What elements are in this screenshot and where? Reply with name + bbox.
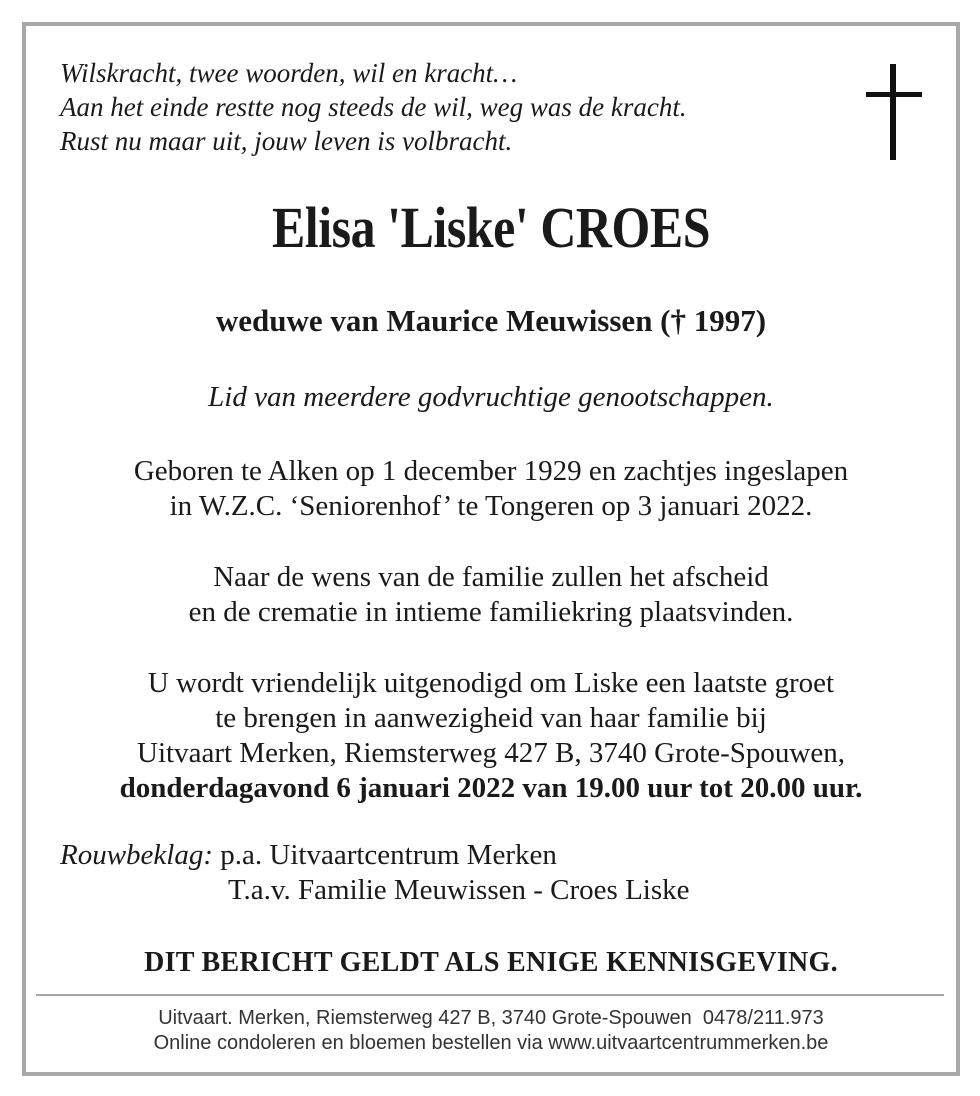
poem-line-3: Rust nu maar uit, jouw leven is volbracht. [60, 126, 513, 156]
farewell-info [26, 560, 956, 630]
invitation-info [26, 666, 956, 806]
invitation-line-1: U wordt vriendelijk uitgenodigd om Liske een laatste groet [147, 667, 835, 699]
poem [60, 56, 840, 158]
footer [26, 1006, 956, 1056]
obituary-card [22, 22, 960, 1076]
footer-line-1: Uitvaart. Merken, Riemsterweg 427 B, 3740 Grote-Spouwen 0478/211.973 [158, 1007, 824, 1029]
widow-line: weduwe van Maurice Meuwissen († 1997) [215, 303, 767, 338]
farewell-line-2: en de crematie in intieme familiekring plaatsvinden. [188, 596, 794, 628]
divider [36, 994, 944, 996]
cross-icon [866, 64, 922, 160]
condolences [60, 838, 920, 908]
birth-info [26, 454, 956, 524]
poem-line-2: Aan het einde restte nog steeds de wil, weg was de kracht. [60, 92, 687, 122]
farewell-line-1: Naar de wens van de familie zullen het afscheid [213, 561, 769, 593]
birth-line-2: in W.Z.C. ‘Seniorenhof’ te Tongeren op 3 januari 2022. [169, 490, 813, 522]
invitation-line-3: Uitvaart Merken, Riemsterweg 427 B, 3740 Grote-Spouwen, [137, 737, 845, 769]
invitation-line-2: te brengen in aanwezigheid van haar familie bij [215, 702, 767, 734]
invitation-line-4: donderdagavond 6 januari 2022 van 19.00 uur tot 20.00 uur. [119, 772, 863, 804]
footer-line-2: Online condoleren en bloemen bestellen via www.uitvaartcentrummerken.be [153, 1032, 829, 1054]
condolences-line-1: p.a. Uitvaartcentrum Merken [220, 839, 557, 871]
condolences-line-2: T.a.v. Familie Meuwissen - Croes Liske [228, 874, 690, 906]
membership-line: Lid van meerdere godvruchtige genootschappen. [208, 381, 774, 413]
notice: DIT BERICHT GELDT ALS ENIGE KENNISGEVING. [144, 947, 838, 978]
birth-line-1: Geboren te Alken op 1 december 1929 en zachtjes ingeslapen [133, 455, 849, 487]
poem-line-1: Wilskracht, twee woorden, wil en kracht… [60, 58, 518, 88]
deceased-name: Elisa 'Liske' CROES [271, 195, 711, 260]
condolences-label: Rouwbeklag: [60, 839, 214, 871]
